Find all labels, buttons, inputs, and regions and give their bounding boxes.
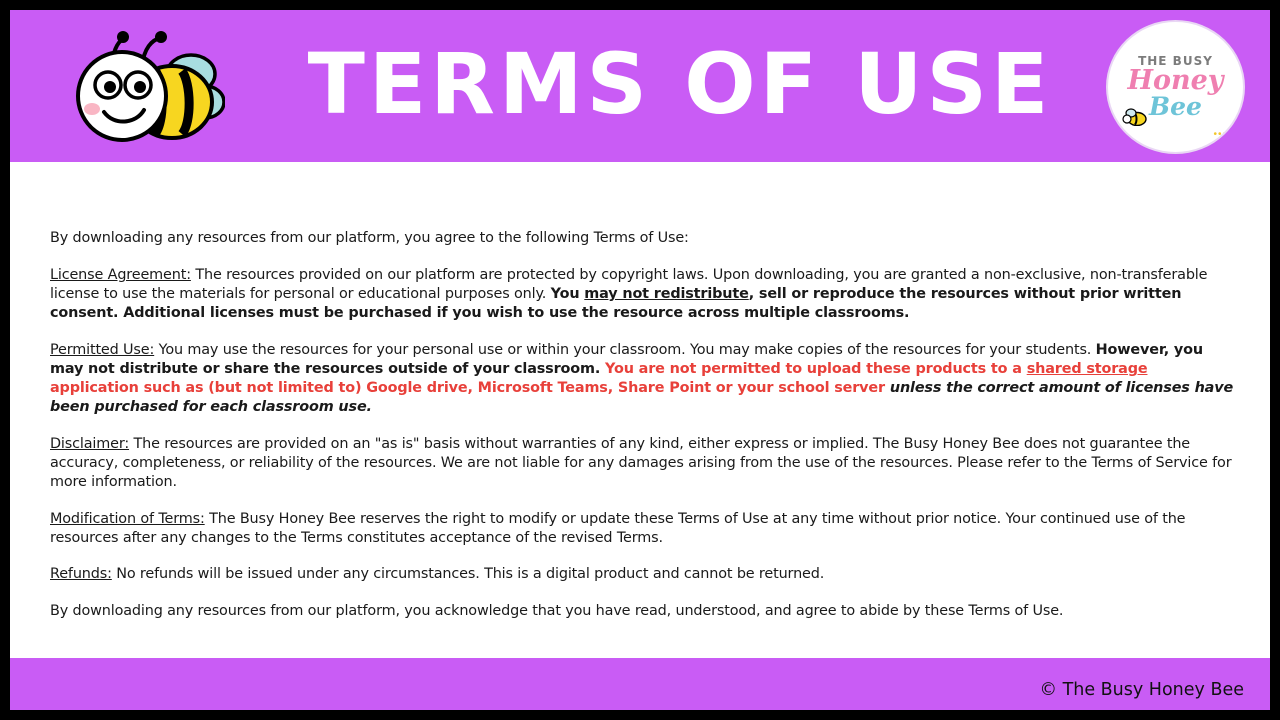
terms-content [50, 215, 1235, 638]
license-link[interactable]: may not redistribute [584, 285, 749, 302]
license-bold-2: , sell or reproduce the resources without prior written consent. Additional licenses must be purchased if you wish to use the resource across multiple classrooms. [50, 285, 1182, 322]
closing-paragraph: By downloading any resources from our platform, you acknowledge that you have read, understood, and agree to abide by these Terms of Use. [50, 602, 1064, 619]
refunds-paragraph [50, 565, 1235, 584]
slide [10, 10, 1270, 710]
page-title: TERMS OF USE [307, 35, 1053, 133]
license-lead: License Agreement: [50, 266, 191, 283]
badge-bee-icon [1122, 108, 1148, 126]
permitted-use-red-1: You are not permitted to upload these products to a [605, 360, 1027, 377]
refunds-text: No refunds will be issued under any circumstances. This is a digital product and cannot be returned. [111, 566, 825, 583]
permitted-use-lead: Permitted Use: [50, 341, 155, 358]
slide-header [10, 10, 1270, 162]
intro-paragraph: By downloading any resources from our platform, you agree to the following Terms of Use: [50, 230, 689, 247]
disclaimer-lead: Disclaimer: [50, 435, 130, 452]
permitted-use-red-2: application such as (but not limited to) Google drive, Microsoft Teams, Share Point or your school server [50, 380, 885, 397]
copyright-text: © The Busy Honey Bee [1039, 680, 1244, 700]
modification-lead: Modification of Terms: [50, 510, 205, 527]
badge-dots: ••• [1213, 129, 1227, 140]
refunds-lead: Refunds: [50, 566, 112, 583]
brand-line-1: THE BUSY [1138, 54, 1213, 68]
brand-line-3: Bee [1149, 92, 1202, 121]
permitted-use-italic: unless the correct amount of licenses have been purchased for each classroom use. [50, 380, 1234, 416]
license-paragraph [50, 266, 1235, 324]
disclaimer-paragraph [50, 435, 1235, 493]
license-bold-1: You [550, 285, 585, 302]
license-text-1: The resources provided on our platform are protected by copyright laws. Upon downloading, you are granted a non-exclusive, non-transferable license to use the materials for personal or educational purposes only. [50, 266, 1208, 302]
bee-icon [60, 30, 225, 145]
modification-paragraph [50, 510, 1235, 549]
brand-logo-badge [1108, 22, 1243, 152]
shared-storage-link[interactable]: shared storage [1026, 360, 1148, 377]
brand-line-2: Honey [1127, 65, 1224, 96]
permitted-use-bold-1: However, you may not distribute or share the resources outside of your classroom. [50, 341, 1203, 377]
disclaimer-text: The resources are provided on an "as is" basis without warranties of any kind, either express or implied. The Busy Honey Bee does not guarantee the accuracy, completeness, or reliability of the resources. We are not liable for any damages arising from the use of the resources. Please refer to the Terms of Service for more information. [50, 435, 1232, 491]
modification-text: The Busy Honey Bee reserves the right to modify or update these Terms of Use at any time without prior notice. Your continued use of the resources after any changes to the Terms constitutes acceptance of the revised Terms. [50, 510, 1186, 546]
permitted-use-text-1: You may use the resources for your personal use or within your classroom. You may make copies of the resources for your students. [154, 341, 1096, 358]
permitted-use-paragraph [50, 341, 1235, 418]
